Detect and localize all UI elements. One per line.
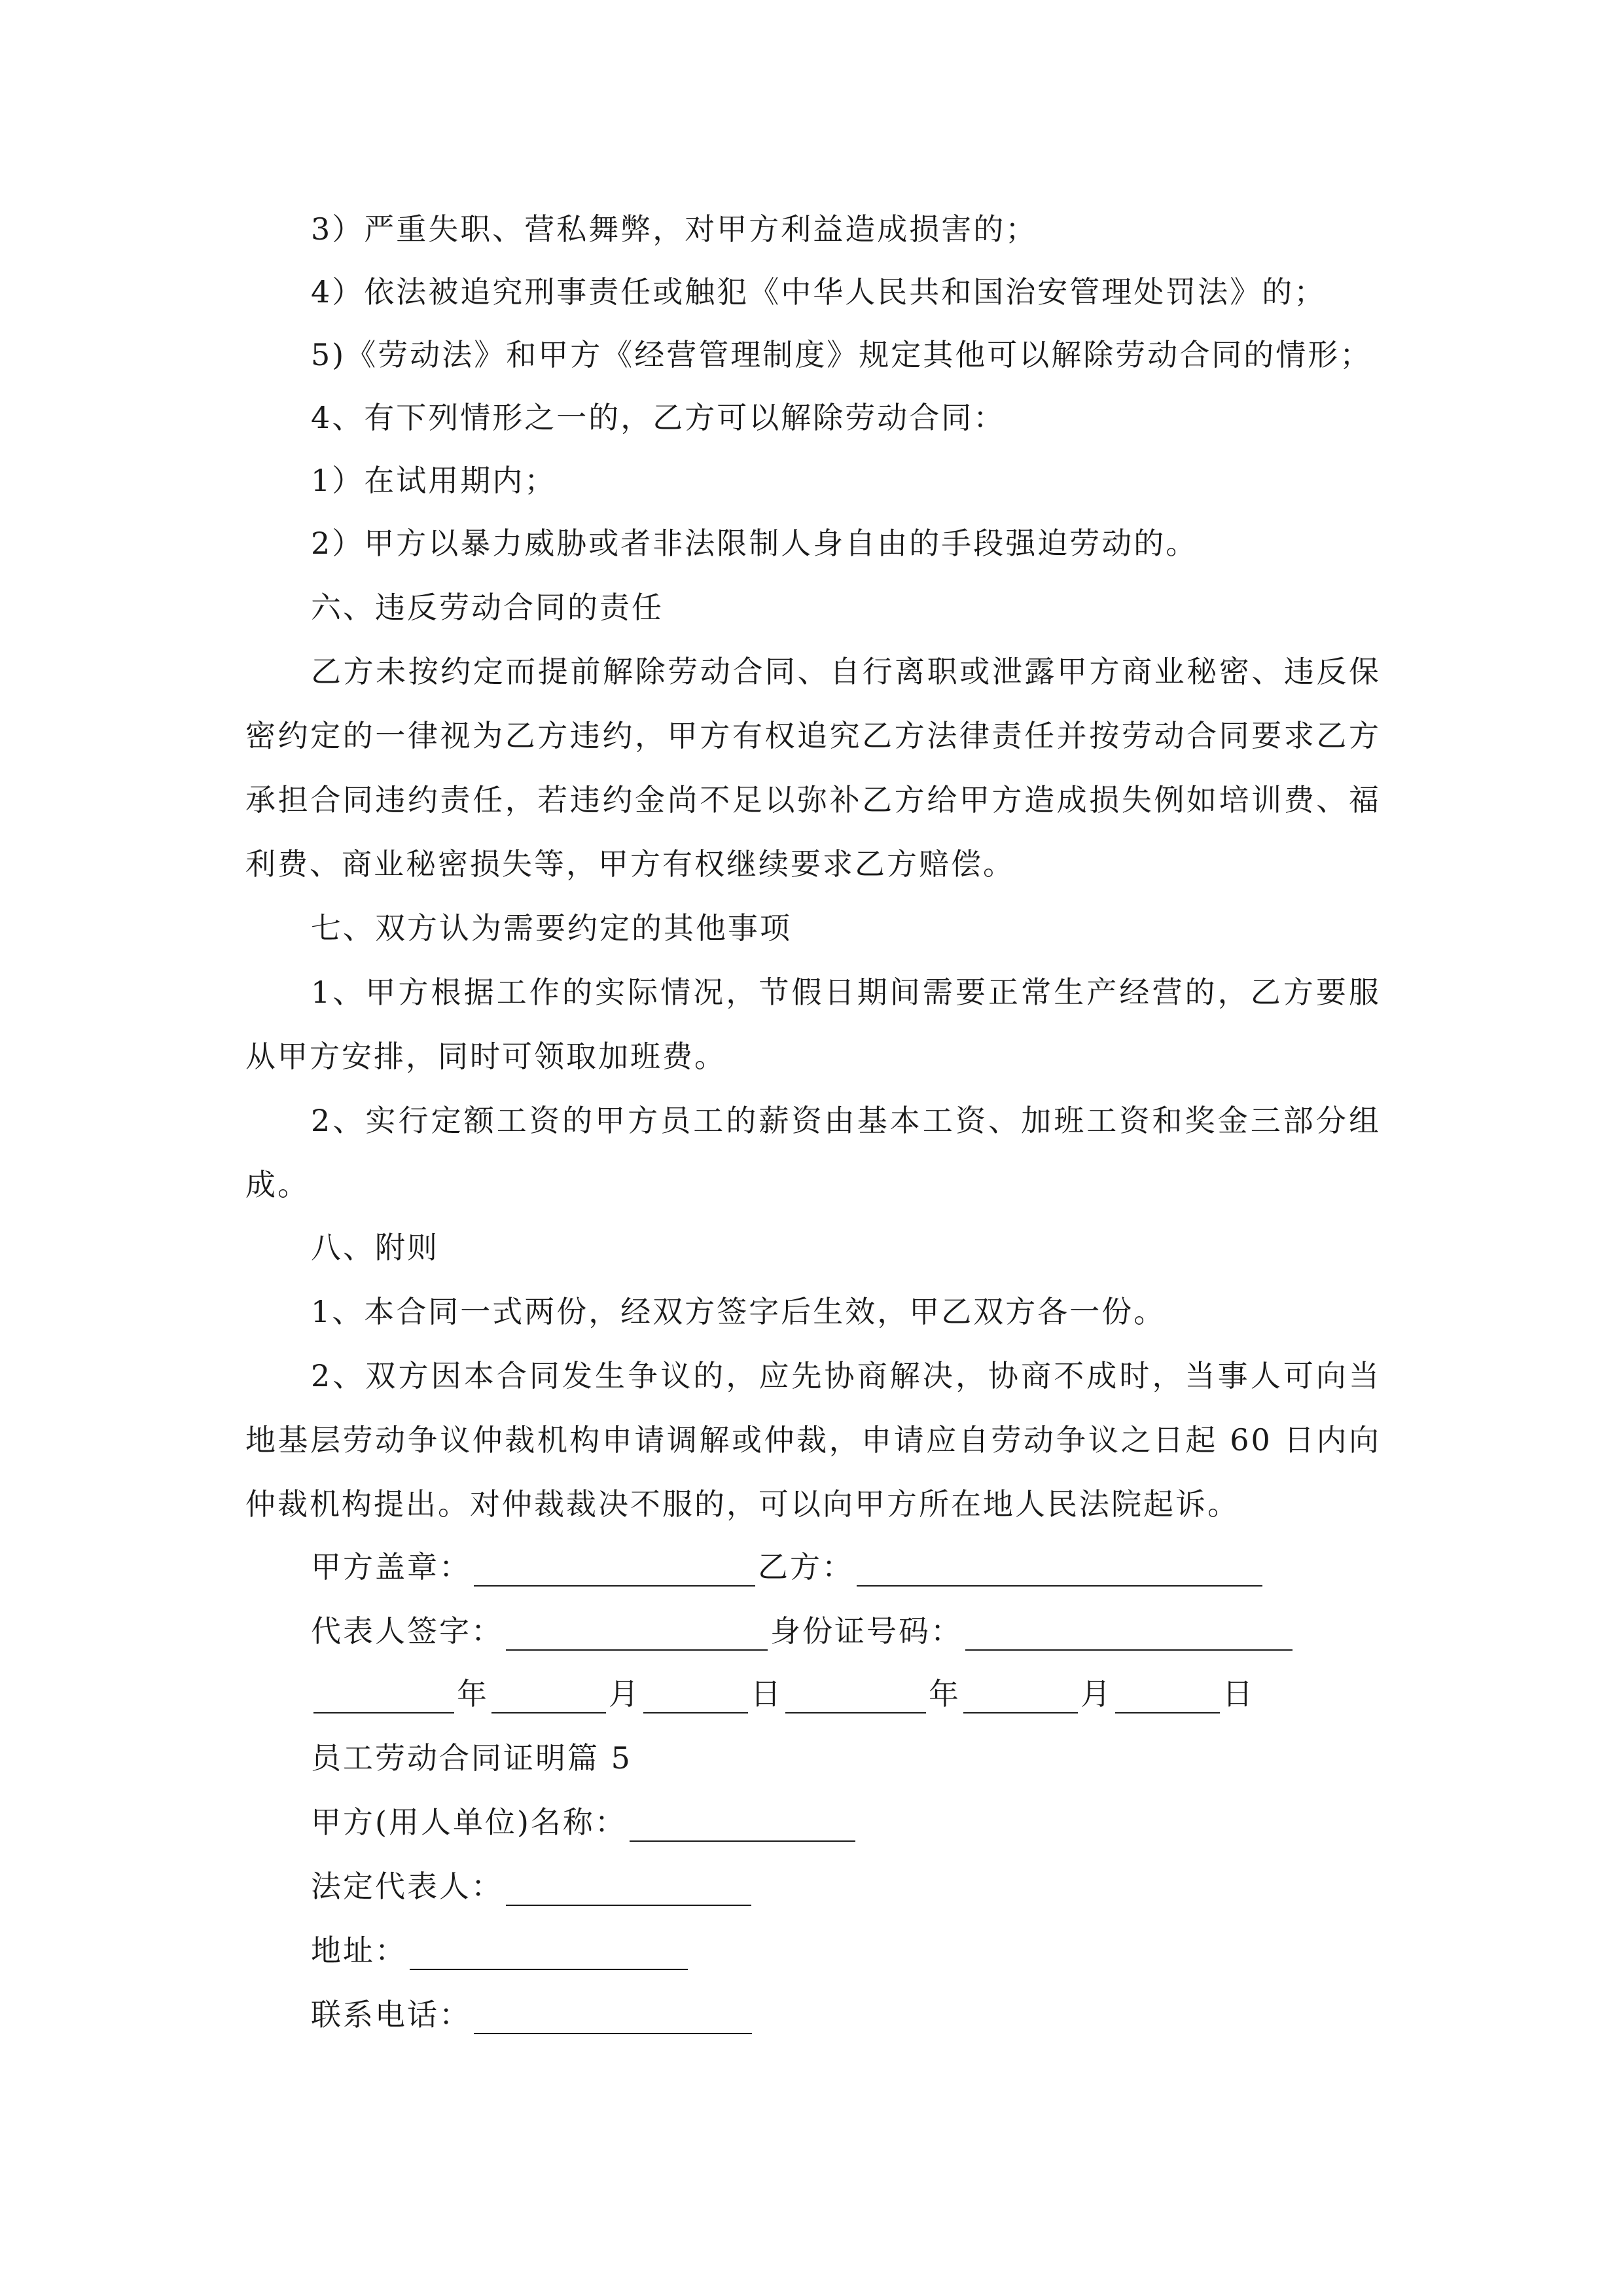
- id-number-label: 身份证号码：: [770, 1613, 963, 1649]
- id-number-blank: [965, 1617, 1293, 1651]
- legal-rep-label: 法定代表人：: [311, 1869, 503, 1904]
- legal-rep-blank: [506, 1872, 751, 1906]
- address-blank: [410, 1936, 688, 1970]
- day-blank-b: [1115, 1679, 1220, 1713]
- party-a-seal-label: 甲方盖章：: [311, 1549, 471, 1585]
- section-7-item-1-line-1: 1、甲方根据工作的实际情况，节假日期间需要正常生产经营的，乙方要服: [311, 975, 1381, 1010]
- section-7-heading: 七、双方认为需要约定的其他事项: [311, 910, 792, 946]
- section-title: 员工劳动合同证明篇 5: [311, 1740, 632, 1776]
- rep-sign-blank: [506, 1617, 768, 1651]
- month-label-a: 月: [609, 1676, 641, 1712]
- year-blank-b: [785, 1679, 926, 1713]
- day-label-a: 日: [751, 1676, 783, 1712]
- phone-blank: [474, 2000, 752, 2034]
- legal-rep-row: [311, 1867, 1381, 1906]
- section-7-item-2-line-2: 成。: [245, 1167, 310, 1202]
- signature-row-rep: [311, 1611, 1381, 1651]
- section-8-item-1: 1、本合同一式两份，经双方签字后生效，甲乙双方各一份。: [311, 1294, 1166, 1329]
- item-4-2: 2）甲方以暴力威胁或者非法限制人身自由的手段强迫劳动的。: [311, 526, 1198, 561]
- section-6-para-line-4: 利费、商业秘密损失等，甲方有权继续要求乙方赔偿。: [245, 846, 1015, 882]
- phone-label: 联系电话：: [311, 1997, 471, 2032]
- section-6-heading: 六、违反劳动合同的责任: [311, 590, 664, 625]
- address-row: [311, 1931, 1381, 1970]
- phone-row: [311, 1995, 1381, 2034]
- month-label-b: 月: [1080, 1676, 1113, 1712]
- section-6-para-line-2: 密约定的一律视为乙方违约，甲方有权追究乙方法律责任并按劳动合同要求乙方: [245, 718, 1381, 753]
- signature-row-date: [311, 1674, 1381, 1713]
- section-8-item-2-line-2: 地基层劳动争议仲裁机构申请调解或仲裁，申请应自劳动争议之日起 60 日内向: [245, 1422, 1381, 1458]
- party-b-blank: [857, 1552, 1262, 1587]
- party-a-seal-blank: [474, 1552, 755, 1587]
- month-blank-b: [963, 1679, 1078, 1713]
- section-6-para-line-3: 承担合同违约责任，若违约金尚不足以弥补乙方给甲方造成损失例如培训费、福: [245, 782, 1381, 817]
- section-8-item-2-line-3: 仲裁机构提出。对仲裁裁决不服的，可以向甲方所在地人民法院起诉。: [245, 1486, 1240, 1522]
- day-blank-a: [643, 1679, 748, 1713]
- section-7-item-1-line-2: 从甲方安排，同时可领取加班费。: [245, 1039, 726, 1074]
- employer-name-label: 甲方(用人单位)名称：: [311, 1804, 627, 1840]
- item-4-1: 1）在试用期内；: [311, 463, 557, 498]
- month-blank-a: [491, 1679, 606, 1713]
- employer-name-row: [311, 1803, 1381, 1842]
- year-label-a: 年: [457, 1676, 489, 1712]
- clause-4: 4）依法被追究刑事责任或触犯《中华人民共和国治安管理处罚法》的；: [311, 274, 1327, 310]
- signature-row-seal: [311, 1547, 1381, 1587]
- section-8-heading: 八、附则: [311, 1230, 439, 1265]
- rep-sign-label: 代表人签字：: [311, 1613, 503, 1649]
- section-6-para-line-1: 乙方未按约定而提前解除劳动合同、自行离职或泄露甲方商业秘密、违反保: [311, 654, 1381, 689]
- year-label-b: 年: [929, 1676, 961, 1712]
- clause-5: 5)《劳动法》和甲方《经营管理制度》规定其他可以解除劳动合同的情形；: [311, 337, 1372, 372]
- clause-3: 3）严重失职、营私舞弊，对甲方利益造成损害的；: [311, 211, 1038, 247]
- employer-name-blank: [630, 1808, 855, 1842]
- section-8-item-2-line-1: 2、双方因本合同发生争议的，应先协商解决，协商不成时，当事人可向当: [311, 1358, 1381, 1393]
- day-label-b: 日: [1222, 1676, 1255, 1712]
- section-7-item-2-line-1: 2、实行定额工资的甲方员工的薪资由基本工资、加班工资和奖金三部分组: [311, 1103, 1381, 1138]
- party-b-label: 乙方：: [758, 1549, 854, 1585]
- year-blank-a: [313, 1679, 454, 1713]
- item-4-heading: 4、有下列情形之一的，乙方可以解除劳动合同：: [311, 400, 1006, 435]
- address-label: 地址：: [311, 1933, 407, 1968]
